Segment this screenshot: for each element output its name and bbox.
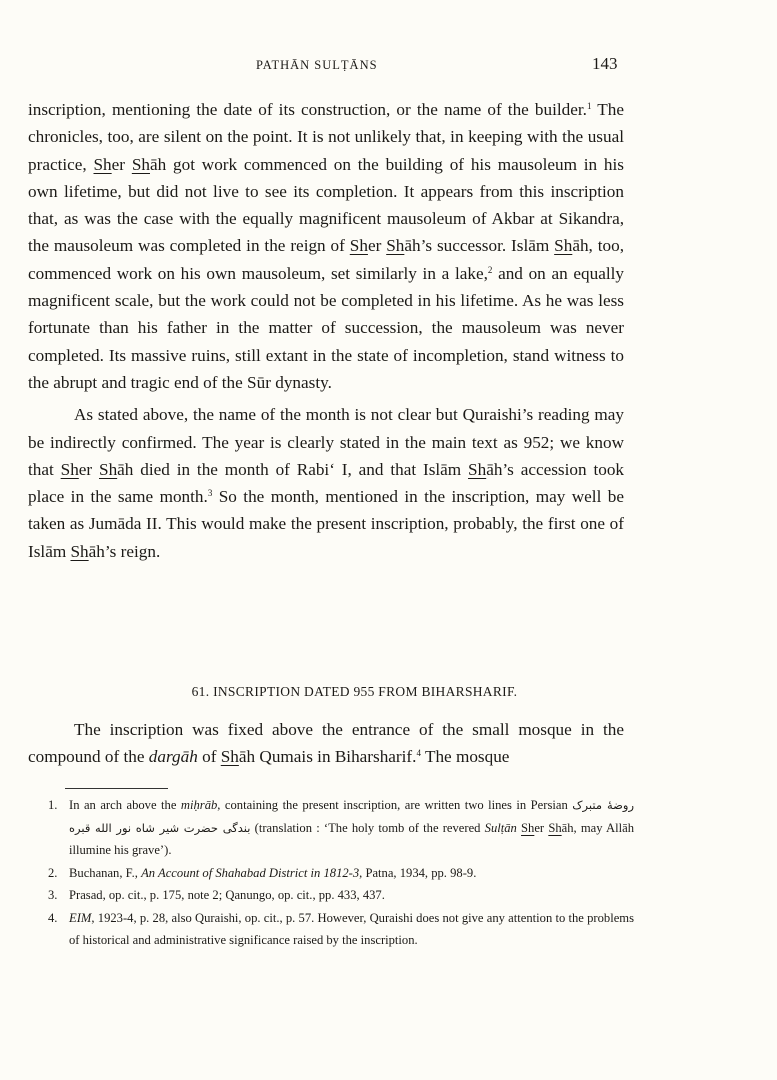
footnote-ref-3: 3 xyxy=(207,488,213,499)
paragraph-1: inscription, mentioning the date of its construction, or the name of the builder.$^1$ The chronicles, too, are silent on the point. It is not unlikely that, in keeping with the usual practice, Sher Shāh got work commenced on the building of his mausoleum in his own lifetime, but did not live to see its completion. It appears from this inscription that, as was the case with the equally magnificent mausoleum of Akbar at Sikandra, the mausoleum was completed in the reign of Sher Shāh’s successor. Islām Shāh, too, commenced work on his own mausoleum, set similarly in a lake,$^2$ and on an equally magnificent scale, but the work could not be completed in his lifetime. As he was less fortunate than his father in the matter of succession, the mausoleum was never completed. Its massive ruins, still extant in the state of incompletion, stand witness to the abrupt and tragic end of the Sūr dynasty. xyxy=(28,100,624,392)
footnotes xyxy=(48,794,634,952)
body-text-section-61 xyxy=(28,716,624,771)
page-number: 143 xyxy=(592,54,618,73)
section-heading: 61. INSCRIPTION DATED 955 FROM BIHARSHARIF. xyxy=(191,684,518,699)
footnote-1: 1. In an arch above the miḥrāb, containing the present inscription, are written two lines in Persian روضهٔ متبرک بندگی حضرت شیر شاه نور الله قبره (translation : ‘The holy tomb of the revered Sulṭān Sher Shāh, may Allāh illumine his grave’). xyxy=(48,798,634,857)
paragraph-2: As stated above, the name of the month is not clear but Quraishi’s reading may be indirectly confirmed. The year is clearly stated in the main text as 952; we know that Sher Shāh died in the month of Rabi‘ I, and that Islām Shāh’s accession took place in the same month.$^3$ So the month, mentioned in the inscription, may well be taken as Jumāda II. This would make the present inscription, probably, the first one of Islām Shāh’s reign. xyxy=(28,405,625,561)
running-head xyxy=(0,54,777,78)
body-text xyxy=(28,96,624,565)
footnote-ref-2: 2 xyxy=(487,264,493,275)
paragraph-3: The inscription was fixed above the entrance of the small mosque in the compound of the dargāh of Shāh Qumais in Biharsharif.$^4$ The mosque xyxy=(28,720,624,767)
footnote-3: 3. Prasad, op. cit., p. 175, note 2; Qanungo, op. cit., pp. 433, 437. xyxy=(48,888,385,902)
persian-inscription-text: روضهٔ متبرک بندگی حضرت شیر شاه نور الله قبره xyxy=(69,798,634,835)
footnote-ref-4: 4 xyxy=(416,748,421,759)
footnote-2: 2. Buchanan, F., An Account of Shahabad District in 1812-3, Patna, 1934, pp. 98-9. xyxy=(48,865,477,880)
footnote-4: 4. EIM, 1923-4, p. 28, also Quraishi, op. cit., p. 57. However, Quraishi does not give any attention to the problems of historical and administrative significance raised by the inscription. xyxy=(48,910,634,947)
footnote-divider xyxy=(65,788,168,789)
footnote-ref-1: 1 xyxy=(586,101,592,111)
running-title: PATHĀN SULṬĀNS xyxy=(256,58,378,72)
